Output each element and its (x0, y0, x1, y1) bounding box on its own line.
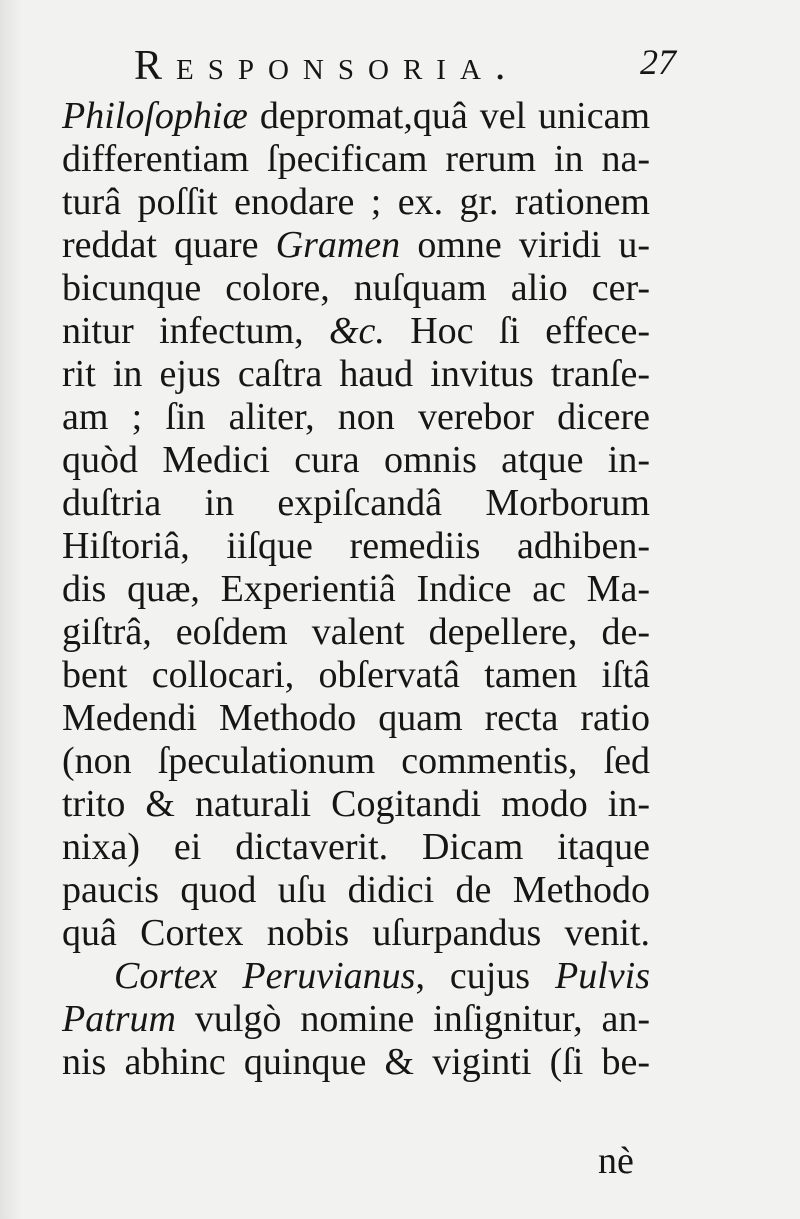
text-segment: differentiam ſpecificam rerum in na- (62, 138, 650, 180)
text-segment: duſtria in expiſcandâ Morborum (62, 482, 650, 524)
text-line (62, 955, 650, 998)
text-segment: , cujus (415, 955, 556, 997)
text-line (62, 998, 650, 1041)
text-segment: rit in ejus caſtra haud invitus tranſe- (62, 353, 650, 395)
text-segment: (non ſpeculationum commentis, ſed (62, 740, 650, 782)
text-segment: reddat quare (62, 224, 276, 266)
text-segment: giſtrâ, eoſdem valent depellere, de- (62, 611, 650, 653)
text-segment: Medendi Methodo quam recta ratio (62, 697, 650, 739)
text-segment: quòd Medici cura omnis atque in- (62, 439, 650, 481)
catchword: nè (598, 1140, 634, 1182)
text-line (62, 525, 650, 568)
page-number: 27 (640, 42, 676, 82)
text-segment: vulgò nomine inſignitur, an- (176, 998, 650, 1040)
page-gutter-shadow (0, 0, 22, 1219)
text-segment: nitur infectum, (62, 310, 329, 352)
text-line (62, 912, 650, 955)
text-segment: nixa) ei dictaverit. Dicam itaque (62, 826, 650, 868)
italic-text: Pulvis (555, 955, 650, 997)
italic-text: Cortex Peruvianus (114, 955, 416, 997)
text-segment: depromat,quâ vel unicam (247, 95, 650, 137)
running-head: Responsoria. (134, 43, 520, 89)
text-line (62, 1041, 650, 1084)
italic-text: Philoſophiæ (62, 95, 248, 137)
text-segment: omne viridi u- (400, 224, 650, 266)
italic-text: &c. (328, 310, 385, 352)
text-line (62, 740, 650, 783)
text-line (62, 138, 650, 181)
text-segment: turâ poſſit enodare ; ex. gr. rationem (62, 181, 650, 223)
text-segment: dis quæ, Experientiâ Indice ac Ma- (62, 568, 650, 610)
text-line (62, 611, 650, 654)
text-segment: nis abhinc quinque & viginti (ſi be- (62, 1041, 650, 1083)
italic-text: Patrum (62, 998, 176, 1040)
text-line (62, 869, 650, 912)
text-segment: bicunque colore, nuſquam alio cer- (62, 267, 650, 309)
text-segment: am ; ſin aliter, non verebor dicere (62, 396, 650, 438)
text-segment: Hoc ſi effece- (384, 310, 650, 352)
text-segment: quâ Cortex nobis uſurpandus venit. (62, 912, 650, 954)
italic-text: Gramen (275, 224, 401, 266)
text-line (62, 697, 650, 740)
text-line (62, 181, 650, 224)
text-segment: trito & naturali Cogitandi modo in- (62, 783, 650, 825)
text-line (62, 396, 650, 439)
text-line (62, 310, 650, 353)
text-line (62, 826, 650, 869)
body-text (62, 95, 650, 1084)
text-line (62, 783, 650, 826)
text-line (62, 439, 650, 482)
text-line (62, 654, 650, 697)
text-segment: Hiſtoriâ, iiſque remediis adhiben- (62, 525, 650, 567)
text-line (62, 224, 650, 267)
text-line (62, 482, 650, 525)
text-line (62, 95, 650, 138)
text-line (62, 568, 650, 611)
text-line (62, 267, 650, 310)
text-segment: paucis quod uſu didici de Methodo (62, 869, 650, 911)
text-line (62, 353, 650, 396)
text-segment: bent collocari, obſervatâ tamen iſtâ (62, 654, 650, 696)
